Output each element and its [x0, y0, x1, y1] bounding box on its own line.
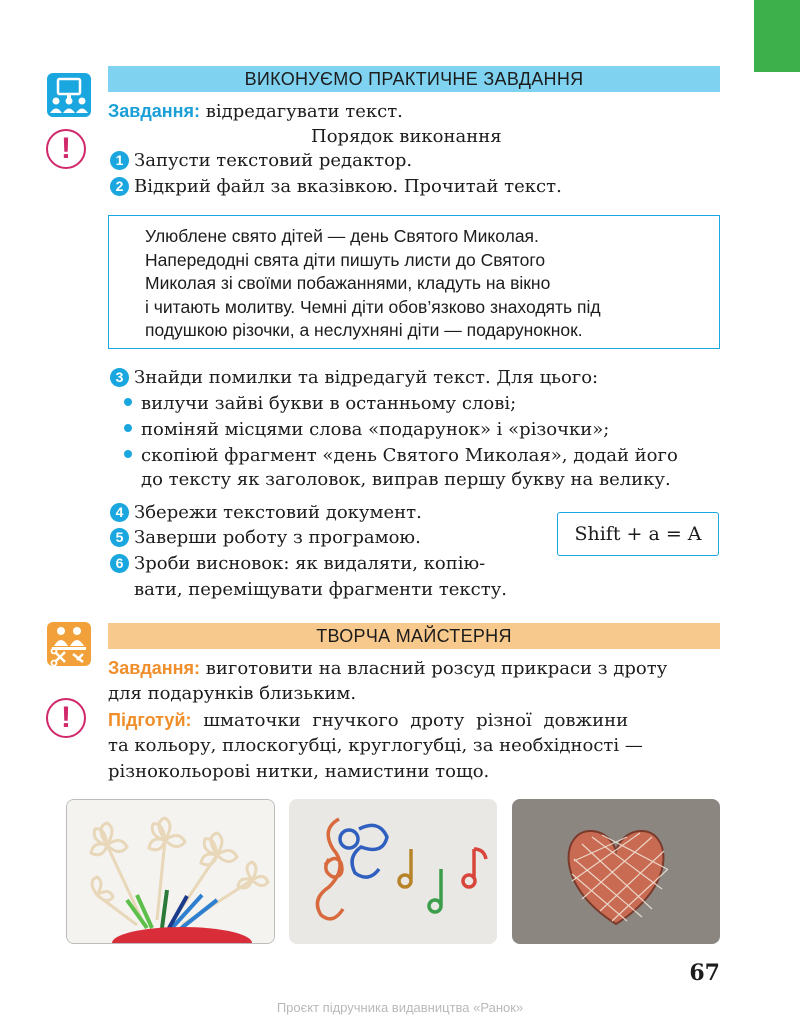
bullet-dot	[124, 424, 132, 432]
computer-class-icon	[47, 73, 91, 117]
prepare-text: шматочки гнучкого дроту різної довжини	[191, 710, 629, 731]
bullet-item	[124, 443, 678, 469]
prepare-label: Підготуй:	[108, 710, 192, 730]
step-number: 3	[110, 368, 129, 387]
step-4	[110, 500, 422, 526]
bullet-text: поміняй місцями слова «подарунок» і «різочки»;	[141, 419, 610, 440]
task-label: Завдання:	[108, 101, 201, 121]
step-text: Знайди помилки та відредагуй текст. Для цього:	[134, 367, 599, 388]
step-1	[110, 148, 412, 174]
footer-text: Проєкт підручника видавництва «Ранок»	[276, 1000, 524, 1015]
bullet-dot	[124, 450, 132, 458]
section-banner-workshop: ТВОРЧА МАЙСТЕРНЯ	[108, 623, 720, 649]
section-banner-practical: ВИКОНУЄМО ПРАКТИЧНЕ ЗАВДАННЯ	[108, 66, 720, 92]
step-text: Збережи текстовий документ.	[134, 502, 422, 523]
task-label: Завдання:	[108, 658, 201, 678]
step-text: Зроби висновок: як видаляти, копію-	[134, 553, 486, 574]
prepare-line	[108, 707, 628, 734]
step-number: 1	[110, 151, 129, 170]
order-title: Порядок виконання	[311, 126, 502, 147]
step-3	[110, 365, 598, 391]
task-line	[108, 655, 667, 682]
step-text: Відкрий файл за вказівкою. Прочитай текст.	[134, 176, 562, 197]
step-2	[110, 174, 562, 200]
step-number: 2	[110, 177, 129, 196]
wire-heart-photo	[512, 799, 720, 944]
exclamation-icon: !	[46, 129, 86, 169]
prepare-line-3: різнокольорові нитки, намистини тощо.	[108, 761, 490, 782]
step-6	[110, 551, 485, 577]
sample-text-box	[108, 215, 720, 349]
wire-flowers-photo	[66, 799, 275, 944]
sample-text-line: Улюблене свято дітей — день Святого Миколая.	[145, 226, 539, 246]
task-line	[108, 98, 403, 125]
shortcut-box: Shift + a = A	[557, 512, 719, 556]
bullet-continuation: до тексту як заголовок, виправ першу букву на велику.	[141, 469, 671, 490]
bullet-dot	[124, 398, 132, 406]
step-6-continuation: вати, переміщувати фрагменти тексту.	[134, 579, 508, 600]
prepare-line-2: та кольору, плоскогубці, круглогубці, за необхідності —	[108, 735, 643, 756]
task-text: відредагувати текст.	[200, 101, 403, 122]
bullet-item	[124, 391, 516, 417]
step-number: 6	[110, 554, 129, 573]
step-text: Запусти текстовий редактор.	[134, 150, 413, 171]
step-number: 4	[110, 503, 129, 522]
sample-text-line: подушкою різочки, а неслухняні діти — подарунокнок.	[145, 320, 583, 340]
step-text: Заверши роботу з програмою.	[134, 527, 421, 548]
sample-text-line: Миколая зі своїми побажаннями, кладуть на вікно	[145, 273, 551, 293]
sample-text-line: і читають молитву. Чемні діти обов’язково знаходять під	[145, 296, 601, 317]
sample-text-line: Напередодні свята діти пишуть листи до Святого	[145, 249, 546, 270]
bullet-item	[124, 417, 609, 443]
wire-music-notes-photo	[289, 799, 497, 944]
chapter-tab	[754, 0, 800, 72]
task-line-2: для подарунків близьким.	[108, 683, 357, 704]
step-5	[110, 525, 421, 551]
task-text: виготовити на власний розсуд прикраси з дроту	[200, 658, 668, 679]
exclamation-icon: !	[46, 698, 86, 738]
page-number: 67	[689, 960, 720, 986]
bullet-text: вилучи зайві букви в останньому слові;	[141, 393, 517, 414]
bullet-text: скопіюй фрагмент «день Святого Миколая», додай його	[141, 445, 678, 466]
step-number: 5	[110, 528, 129, 547]
workshop-icon	[47, 622, 91, 666]
